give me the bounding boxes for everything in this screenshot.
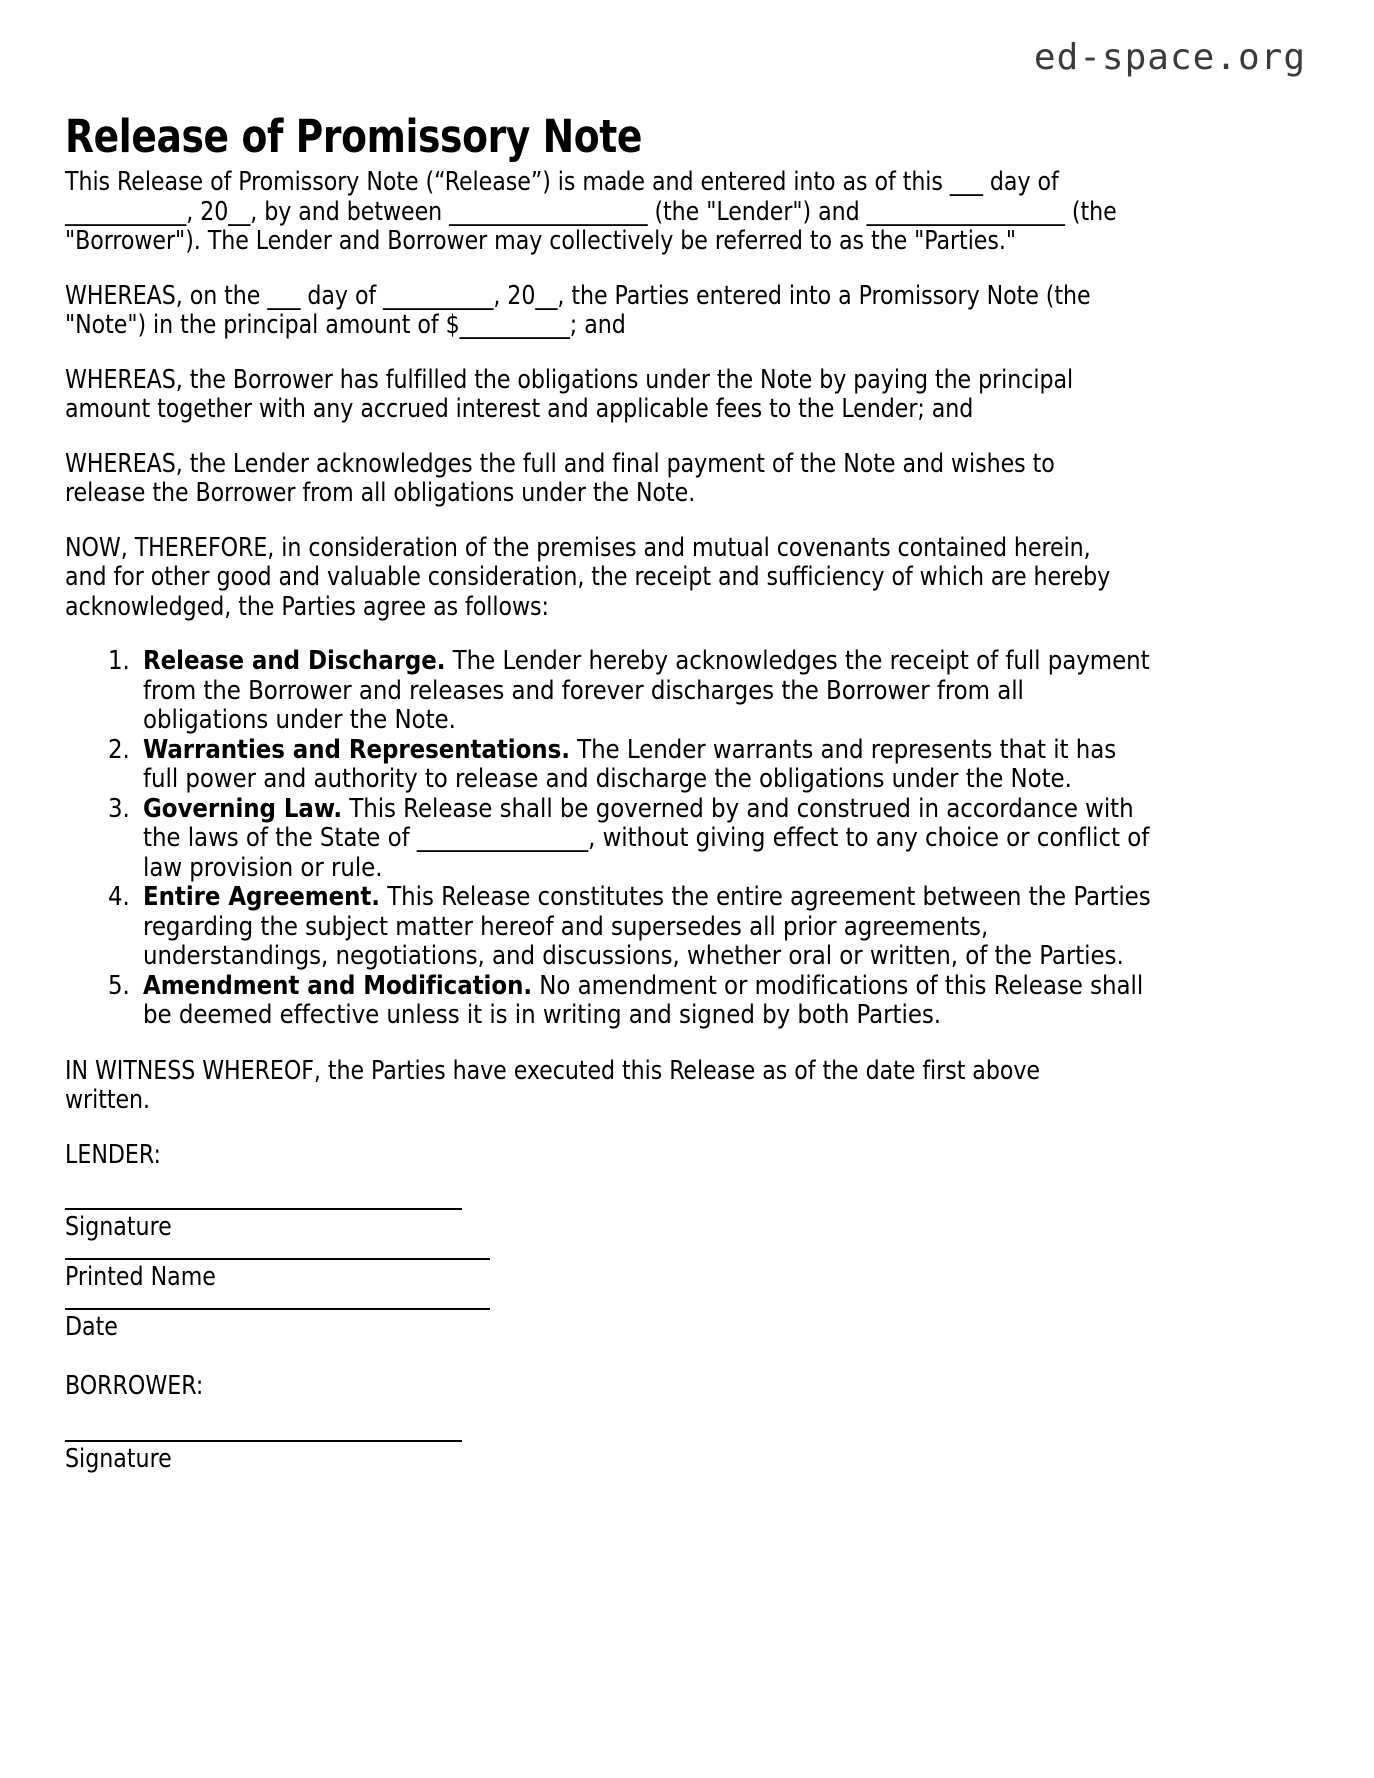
recital-paragraph-2: WHEREAS, the Borrower has fulfilled the obligations under the Note by paying the principal amount together with any accrued interest and applicable fees to the Lender; and	[65, 364, 1074, 424]
clause-item	[137, 795, 1155, 884]
lender-printed-name-field[interactable]	[65, 1258, 1155, 1292]
clause-body: This Release constitutes the entire agreement between the Parties regarding the subject matter hereof and supersedes all prior agreements, understandings, negotiations, and discussions, whether oral or written, of the Parties.	[143, 882, 1151, 971]
site-watermark: ed-space.org	[1033, 37, 1306, 78]
clause-body: No amendment or modifications of this Release shall be deemed effective unless it is in writing and signed by both Parties.	[143, 970, 1144, 1030]
lender-date-field[interactable]	[65, 1308, 1155, 1342]
execution-paragraph: IN WITNESS WHEREOF, the Parties have executed this Release as of the date first above written.	[65, 1055, 1040, 1115]
intro-paragraph: This Release of Promissory Note (“Release”) is made and entered into as of this ___ day of ___________, 20__, by and between __________________ (the "Lender") and __________________ (the "Borrower"). The Lender and Borrower may collectively be referred to as the "Parties."	[65, 167, 1117, 256]
clause-heading: Amendment and Modification.	[143, 970, 533, 1001]
document-body	[65, 168, 1155, 1490]
lender-date-label: Date	[65, 1312, 118, 1342]
clause-heading: Governing Law.	[143, 793, 343, 824]
lender-printed-name-label: Printed Name	[65, 1262, 216, 1292]
recital-paragraph-3: WHEREAS, the Lender acknowledges the full and final payment of the Note and wishes to release the Borrower from all obligations under the Note.	[65, 448, 1055, 508]
borrower-heading: BORROWER:	[65, 1371, 204, 1401]
clause-item	[137, 647, 1155, 736]
borrower-signature-label: Signature	[65, 1443, 172, 1474]
lender-signature-label: Signature	[65, 1212, 172, 1242]
signature-rule	[65, 1440, 462, 1442]
clause-heading: Entire Agreement.	[143, 882, 380, 912]
clause-item	[137, 972, 1155, 1031]
clause-heading: Warranties and Representations.	[143, 734, 570, 765]
recital-paragraph-1: WHEREAS, on the ___ day of __________, 20__, the Parties entered into a Promissory Note (the "Note") in the principal amount of $__________; and	[65, 280, 1091, 340]
signature-block	[65, 1141, 1155, 1474]
operative-clause-paragraph: NOW, THEREFORE, in consideration of the premises and mutual covenants contained herein, and for other good and valuable consideration, the receipt and sufficiency of which are hereby acknowledged, the Parties agree as follows:	[65, 532, 1111, 622]
clause-body: The Lender warrants and represents that it has full power and authority to release and discharge the obligations under the Note.	[143, 734, 1117, 794]
clause-item	[137, 736, 1155, 795]
date-rule	[65, 1308, 490, 1310]
clause-item	[137, 883, 1155, 972]
printed-name-rule	[65, 1258, 490, 1260]
numbered-clause-list	[65, 647, 1155, 1031]
clause-body: This Release shall be governed by and construed in accordance with the laws of the State of _______________, without giving effect to any choice or conflict of law provision or rule.	[143, 793, 1150, 883]
signature-rule	[65, 1208, 462, 1210]
borrower-signature-field[interactable]	[65, 1440, 1155, 1474]
clause-heading: Release and Discharge.	[143, 646, 446, 676]
lender-signature-field[interactable]	[65, 1208, 1155, 1242]
clause-body: The Lender hereby acknowledges the receipt of full payment from the Borrower and releases and forever discharges the Borrower from all obligations under the Note.	[143, 646, 1150, 735]
page-title: Release of Promissory Note	[65, 110, 643, 164]
lender-heading: LENDER:	[65, 1139, 162, 1170]
